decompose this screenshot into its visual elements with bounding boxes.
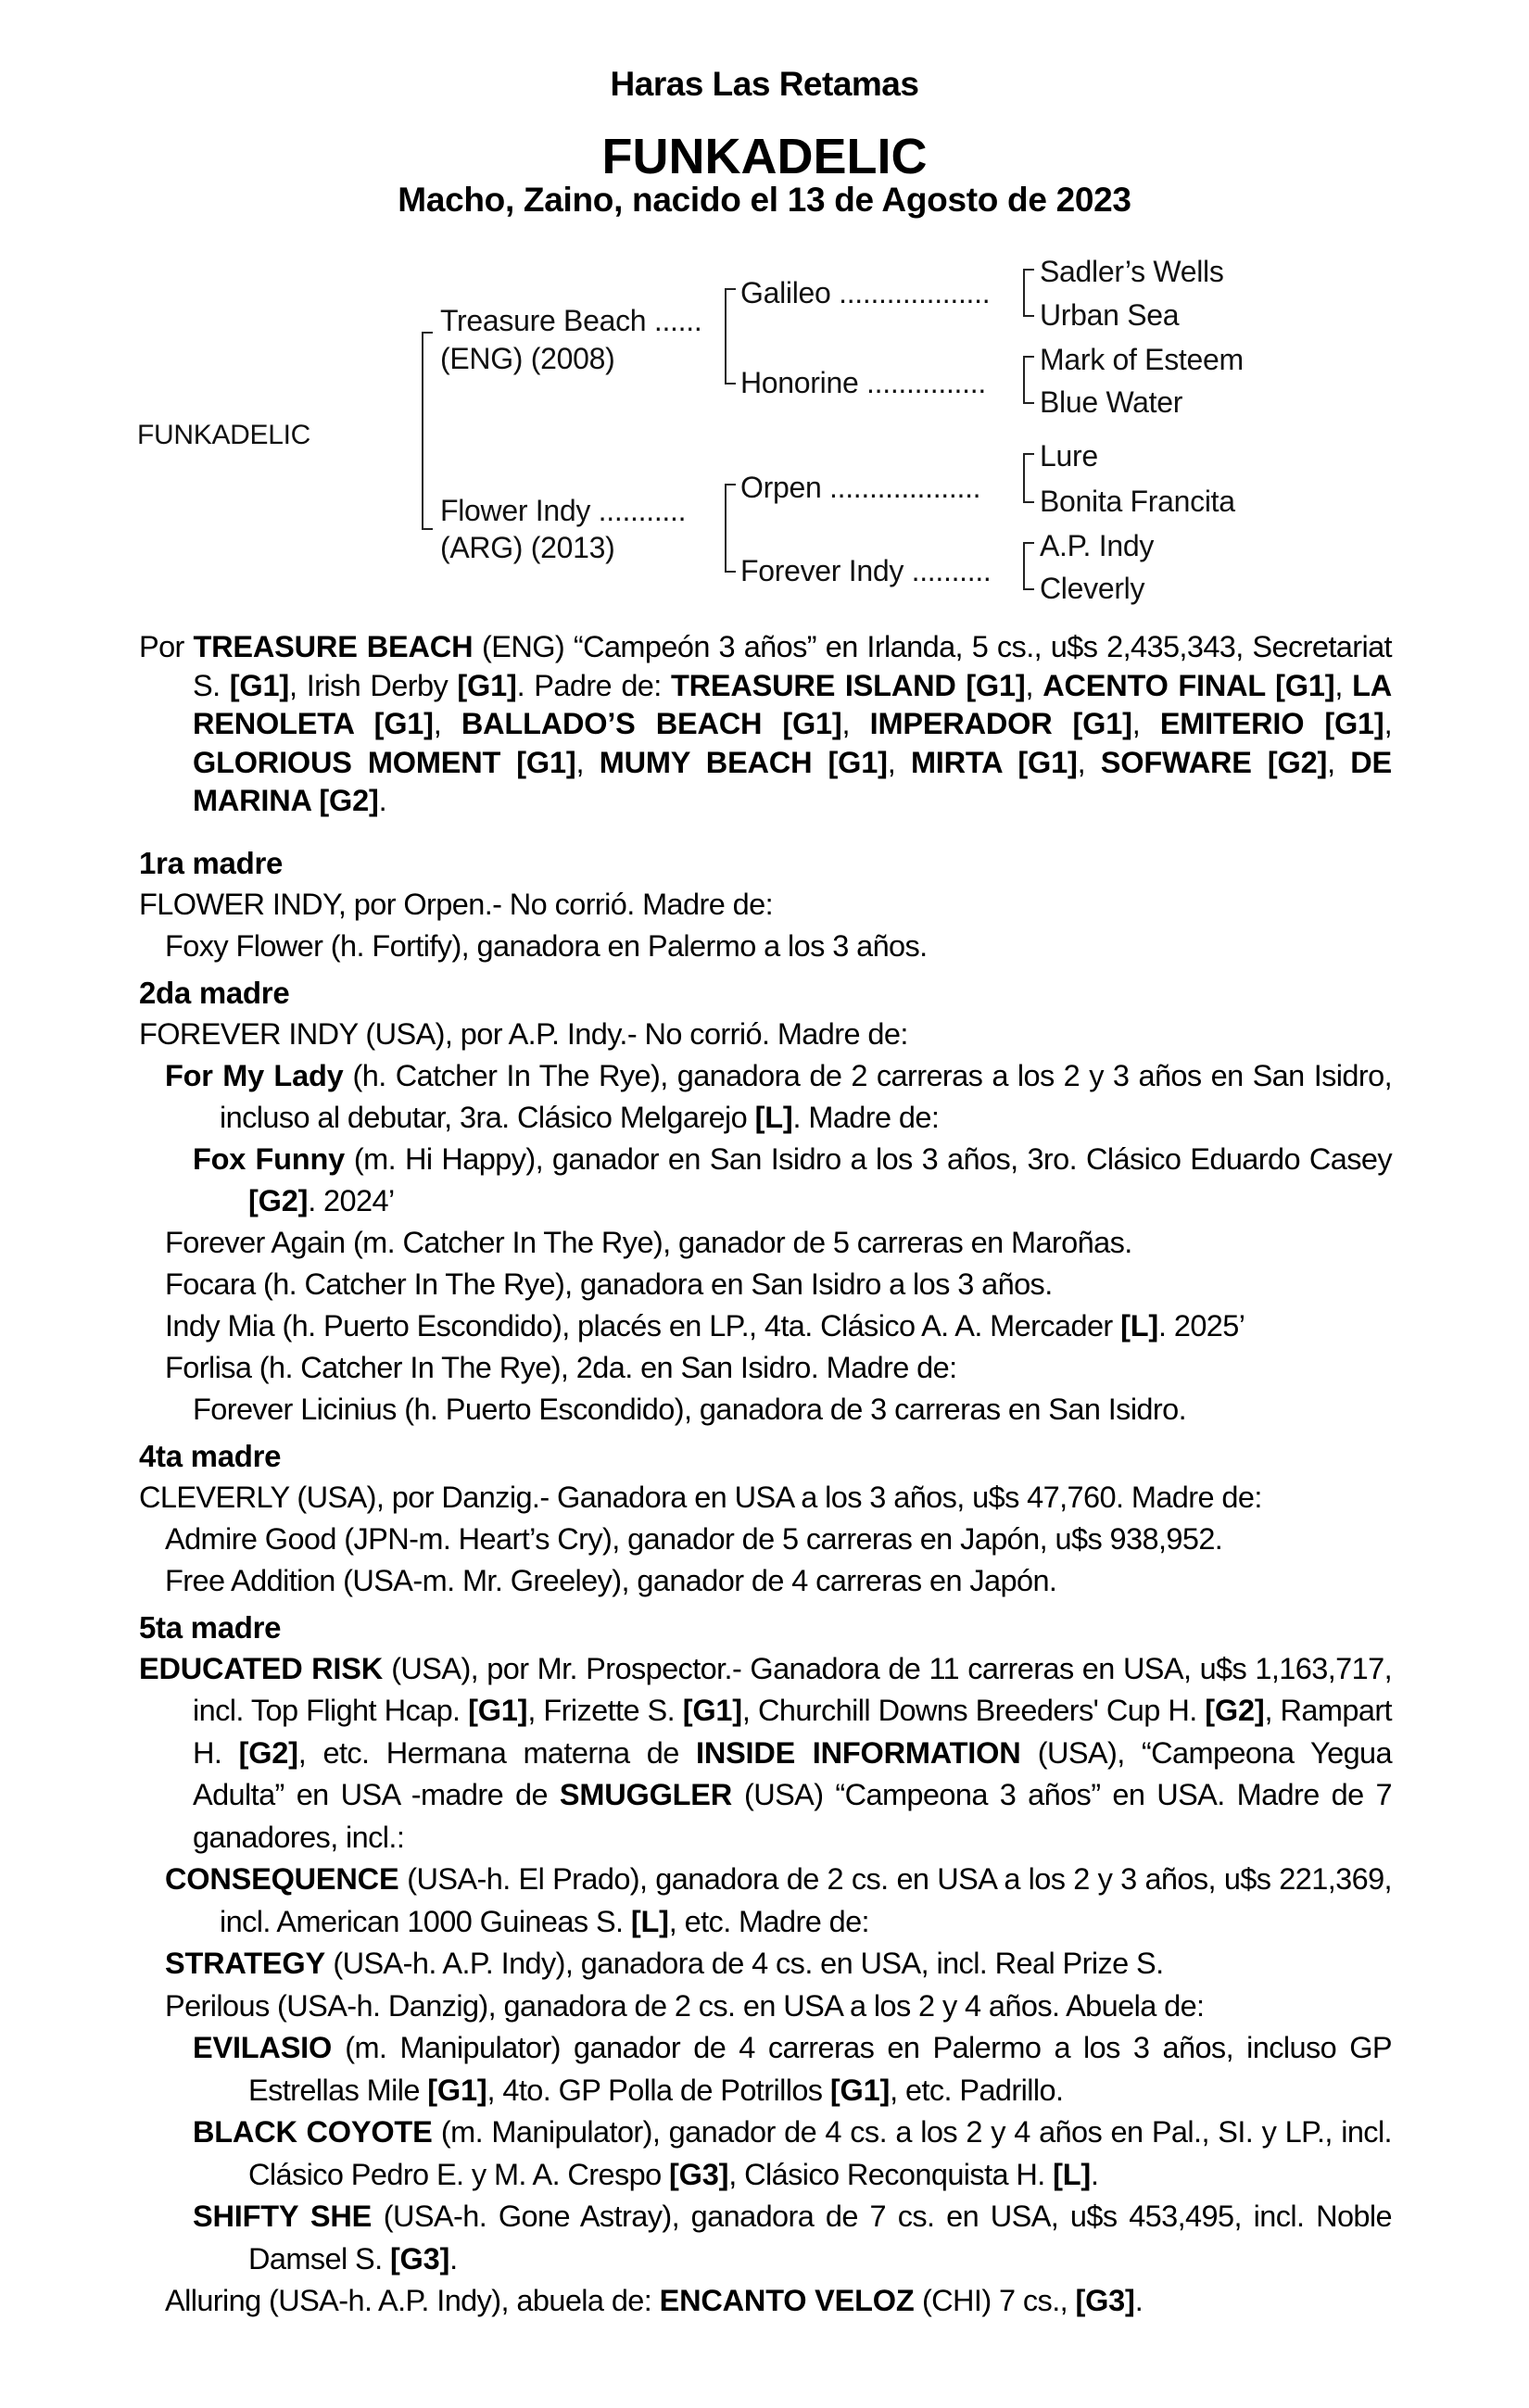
- produce-admire-good: Admire Good (JPN-m. Heart’s Cry), ganador de 5 carreras en Japón, u$s 938,952.: [165, 1521, 1223, 1556]
- bracket-sire-line: [725, 288, 736, 385]
- produce-text: (m. Manipulator) ganador de 4 carreras en Palermo a los 3 años, incluso GP Estrellas Mile: [248, 2031, 1392, 2107]
- produce-text: . 2024’: [308, 1183, 395, 1217]
- pedigree-sire-sire: Galileo ...................: [740, 276, 991, 309]
- dam-text: , etc. Hermana materna de: [297, 1735, 696, 1770]
- pedigree-ggen-2: Urban Sea: [1040, 298, 1180, 332]
- produce-shifty-she: [139, 2196, 1392, 2280]
- produce-text: (m. Manipulator), ganador de 4 cs. a los 2 y 4 años en Pal., SI. y LP., incl. Clásico Pedro E. y M. A. Crespo: [248, 2115, 1392, 2191]
- sire-paragraph: [139, 628, 1392, 821]
- produce-text: , 4to. GP Polla de Potrillos: [486, 2073, 830, 2107]
- offspring-name: ACENTO FINAL [G1]: [1042, 668, 1335, 702]
- pedigree-ggen-3: Mark of Esteem: [1040, 343, 1244, 376]
- pedigree-dam-detail: (ARG) (2013): [440, 531, 615, 564]
- dam-text: , Churchill Downs Breeders' Cup H.: [741, 1694, 1206, 1727]
- grade-badge: [G1]: [829, 2073, 891, 2107]
- produce-text: (USA-h. El Prado), ganadora de 2 cs. en USA a los 2 y 3 años, u$s 221,369, incl. American 1000 Guineas S.: [220, 1862, 1392, 1938]
- produce-text: (CHI) 7 cs.,: [914, 2284, 1076, 2317]
- pedigree-dam-dam: Forever Indy ..........: [740, 554, 992, 587]
- produce-text: . Madre de:: [792, 1100, 940, 1134]
- produce-name: STRATEGY: [165, 1947, 325, 1980]
- dam-text: (USA), “Campeona Yegua Adulta” en USA -madre de: [193, 1735, 1393, 1811]
- pedigree-ggen-7: A.P. Indy: [1040, 529, 1155, 562]
- produce-perilous: Perilous (USA-h. Danzig), ganadora de 2 cs. en USA a los 2 y 4 años. Abuela de:: [165, 1988, 1205, 2023]
- produce-evilasio: [139, 2027, 1392, 2112]
- produce-forever-again: Forever Again (m. Catcher In The Rye), ganador de 5 carreras en Maroñas.: [165, 1225, 1132, 1259]
- related-name: SMUGGLER: [559, 1778, 733, 1811]
- sire-prefix: Por: [139, 630, 194, 663]
- dam5-educated-risk: [139, 1648, 1392, 1860]
- sire-name: TREASURE BEACH: [193, 630, 474, 663]
- grade-badge: [G3]: [389, 2241, 450, 2276]
- section-heading-2da-madre: 2da madre: [139, 975, 290, 1010]
- related-name: ENCANTO VELOZ: [659, 2284, 915, 2317]
- produce-free-addition: Free Addition (USA-m. Mr. Greeley), ganador de 4 carreras en Japón.: [165, 1563, 1057, 1597]
- separator: ,: [1384, 707, 1392, 740]
- grade-badge: [L]: [754, 1100, 793, 1134]
- separator: ,: [1025, 668, 1043, 702]
- grade-badge: [G3]: [1075, 2284, 1135, 2317]
- produce-text: (USA-h. Gone Astray), ganadora de 7 cs. en USA, u$s 453,495, incl. Noble Damsel S.: [248, 2200, 1392, 2276]
- separator: ,: [1334, 668, 1353, 702]
- related-name: INSIDE INFORMATION: [695, 1735, 1021, 1770]
- produce-name: CONSEQUENCE: [165, 1862, 399, 1896]
- produce-text: .: [1134, 2284, 1144, 2317]
- produce-text: , etc. Padrillo.: [890, 2073, 1064, 2107]
- produce-forever-licinius: Forever Licinius (h. Puerto Escondido), ganadora de 3 carreras en San Isidro.: [193, 1392, 1187, 1426]
- produce-name: EVILASIO: [193, 2031, 333, 2064]
- dam-text: , Frizette S.: [527, 1694, 683, 1727]
- bracket-g3-2: [1023, 356, 1034, 404]
- produce-text: .: [1091, 2157, 1099, 2191]
- separator: .: [378, 784, 387, 817]
- pedigree-sire-dam: Honorine ...............: [740, 366, 986, 399]
- produce-focara: Focara (h. Catcher In The Rye), ganadora en San Isidro a los 3 años.: [165, 1267, 1053, 1301]
- produce-consequence: [139, 1859, 1392, 1943]
- grade-badge: [G2]: [238, 1735, 298, 1770]
- dam4-line: CLEVERLY (USA), por Danzig.- Ganadora en USA a los 3 años, u$s 47,760. Madre de:: [139, 1480, 1262, 1514]
- offspring-name: IMPERADOR [G1]: [869, 707, 1132, 740]
- produce-fox-funny: [139, 1139, 1392, 1222]
- pedigree-ggen-6: Bonita Francita: [1040, 485, 1235, 518]
- pedigree-ggen-4: Blue Water: [1040, 385, 1183, 419]
- grade-badge: [G1]: [457, 668, 517, 702]
- offspring-name: EMITERIO [G1]: [1159, 707, 1384, 740]
- grade-badge: [L]: [1120, 1308, 1158, 1343]
- dam-text: (USA) “Campeona 3 años” en USA. Madre de 7 ganadores, incl.:: [193, 1778, 1392, 1854]
- separator: ,: [841, 707, 870, 740]
- section-heading-1ra-madre: 1ra madre: [139, 845, 284, 880]
- offspring-name: SOFWARE [G2]: [1100, 745, 1328, 779]
- produce-strategy: [139, 1943, 1392, 1986]
- produce-text: , etc. Madre de:: [668, 1904, 869, 1938]
- produce-text: . 2025’: [1157, 1308, 1245, 1343]
- grade-badge: [G1]: [427, 2073, 487, 2107]
- produce-name: BLACK COYOTE: [193, 2115, 433, 2149]
- pedigree-ggen-5: Lure: [1040, 439, 1098, 473]
- grade-badge: [G1]: [468, 1694, 528, 1727]
- grade-badge: [G1]: [229, 668, 289, 702]
- grade-badge: [L]: [630, 1904, 669, 1938]
- offspring-name: GLORIOUS MOMENT [G1]: [193, 745, 576, 779]
- produce-name: For My Lady: [165, 1058, 344, 1092]
- horse-title: FUNKADELIC: [601, 129, 928, 184]
- separator: ,: [887, 745, 911, 779]
- bracket-g3-3: [1023, 453, 1034, 503]
- offspring-name: MUMY BEACH [G1]: [599, 745, 888, 779]
- pedigree-sire-detail: (ENG) (2008): [440, 342, 615, 375]
- dam2-line: FOREVER INDY (USA), por A.P. Indy.- No corrió. Madre de:: [139, 1016, 908, 1051]
- dam1-produce: Foxy Flower (h. Fortify), ganadora en Palermo a los 3 años.: [165, 928, 928, 963]
- produce-text: .: [449, 2241, 458, 2276]
- dam-text: (USA), por Mr. Prospector.- Ganadora de 11 carreras en USA, u$s 1,163,717, incl. Top Flight Hcap.: [193, 1651, 1392, 1727]
- pedigree-dam: Flower Indy ...........: [440, 494, 687, 527]
- sire-text: , Irish Derby: [289, 668, 458, 702]
- bracket-parents: [422, 332, 433, 530]
- offspring-name: BALLADO’S BEACH [G1]: [461, 707, 842, 740]
- produce-for-my-lady: [139, 1055, 1392, 1139]
- produce-alluring: [139, 2280, 1392, 2323]
- produce-name: SHIFTY SHE: [193, 2200, 373, 2233]
- pedigree-subject: FUNKADELIC: [137, 420, 311, 450]
- dam1-line: FLOWER INDY, por Orpen.- No corrió. Madre de:: [139, 887, 774, 921]
- grade-badge: [G2]: [1205, 1694, 1265, 1727]
- produce-indy-mia: [139, 1305, 1392, 1347]
- catalog-body: [139, 628, 1392, 2323]
- separator: ,: [1077, 745, 1101, 779]
- grade-badge: [G2]: [248, 1183, 309, 1217]
- bracket-g3-4: [1023, 542, 1034, 590]
- offspring-name: TREASURE ISLAND [G1]: [671, 668, 1026, 702]
- produce-text: , Clásico Reconquista H.: [728, 2157, 1054, 2191]
- grade-badge: [G3]: [669, 2157, 729, 2191]
- produce-forlisa: Forlisa (h. Catcher In The Rye), 2da. en San Isidro. Madre de:: [165, 1350, 957, 1384]
- section-heading-5ta-madre: 5ta madre: [139, 1609, 282, 1645]
- dam-text: , Rampart H.: [193, 1694, 1392, 1770]
- grade-badge: [L]: [1053, 2157, 1092, 2191]
- separator: ,: [1131, 707, 1160, 740]
- pedigree-ggen-1: Sadler’s Wells: [1040, 255, 1224, 288]
- pedigree-sire: Treasure Beach ......: [440, 304, 702, 337]
- produce-text: (m. Hi Happy), ganador en San Isidro a los 3 años, 3ro. Clásico Eduardo Casey: [345, 1141, 1392, 1176]
- grade-badge: [G1]: [682, 1694, 742, 1727]
- sire-text: (ENG) “Campeón 3 años” en Irlanda, 5 cs., u$s 2,435,343, Secretariat S.: [193, 630, 1392, 702]
- produce-text: (USA-h. A.P. Indy), ganadora de 4 cs. en USA, incl. Real Prize S.: [324, 1947, 1164, 1980]
- separator: ,: [575, 745, 600, 779]
- bracket-g3-1: [1023, 269, 1034, 317]
- produce-black-coyote: [139, 2112, 1392, 2196]
- offspring-name: MIRTA [G1]: [910, 745, 1078, 779]
- produce-text: Indy Mia (h. Puerto Escondido), placés en LP., 4ta. Clásico A. A. Mercader: [165, 1308, 1121, 1343]
- offspring-name: LA RENOLETA [G1]: [193, 668, 1392, 740]
- dam-name: EDUCATED RISK: [139, 1651, 383, 1685]
- produce-text: Alluring (USA-h. A.P. Indy), abuela de:: [165, 2284, 660, 2317]
- separator: ,: [433, 707, 461, 740]
- horse-description: Macho, Zaino, nacido el 13 de Agosto de 2023: [398, 181, 1131, 219]
- pedigree-ggen-8: Cleverly: [1040, 572, 1145, 605]
- produce-text: (h. Catcher In The Rye), ganadora de 2 carreras a los 2 y 3 años en San Isidro, incluso al debutar, 3ra. Clásico Melgarejo: [220, 1058, 1392, 1134]
- produce-name: Fox Funny: [193, 1141, 345, 1176]
- stud-name: Haras Las Retamas: [610, 65, 919, 103]
- bracket-dam-line: [725, 484, 736, 573]
- separator: ,: [1327, 745, 1351, 779]
- section-heading-4ta-madre: 4ta madre: [139, 1438, 282, 1473]
- sire-text: . Padre de:: [516, 668, 671, 702]
- offspring-name: DE MARINA [G2]: [193, 745, 1393, 817]
- pedigree-dam-sire: Orpen ...................: [740, 471, 981, 504]
